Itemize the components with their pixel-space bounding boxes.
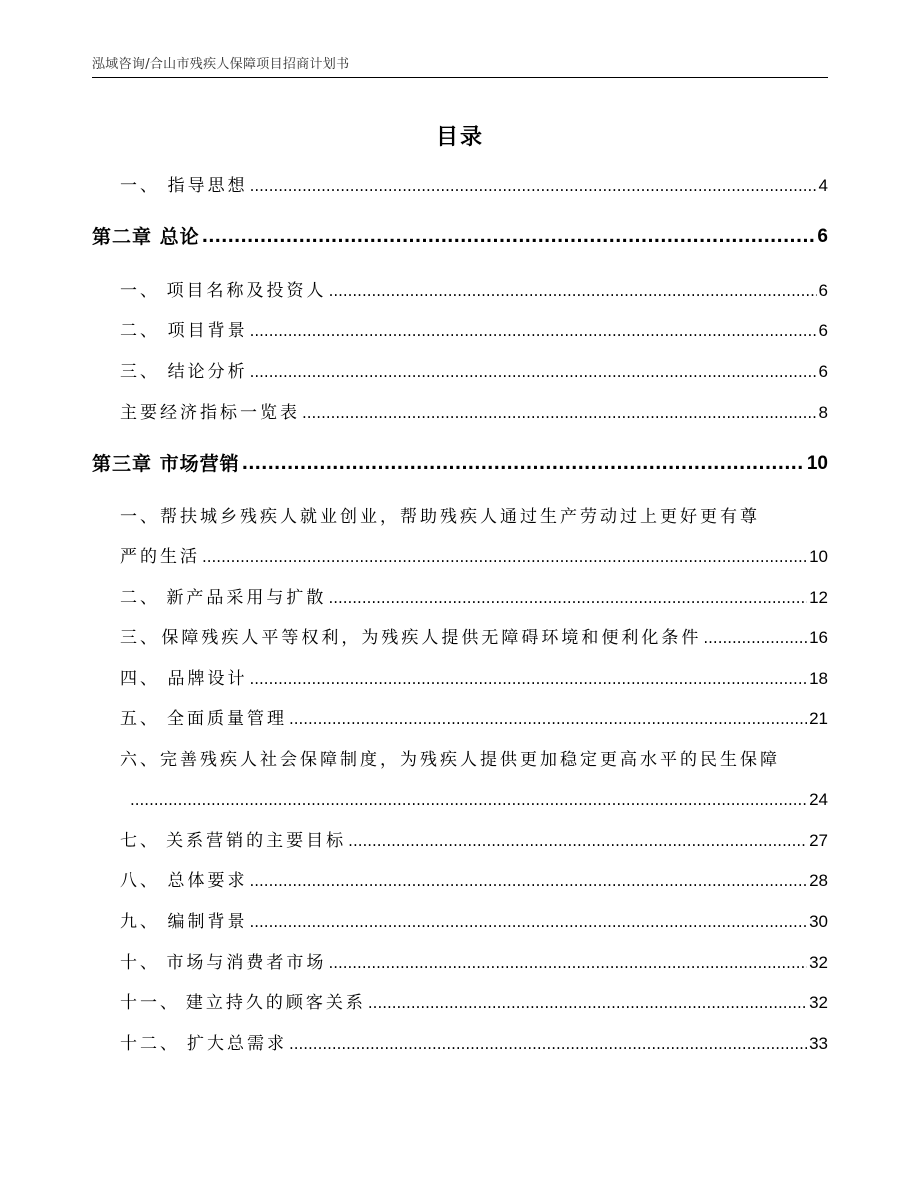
toc-entry-title: 关系营销的主要目标 <box>166 831 347 851</box>
toc-entry-number: 五、 <box>120 709 160 729</box>
toc-leader-dots <box>302 402 817 424</box>
toc-entry-title: 指导思想 <box>167 176 248 196</box>
toc-entry[interactable] <box>120 320 828 342</box>
toc-entry-number: 四、 <box>120 669 160 689</box>
toc-entry[interactable] <box>120 546 828 568</box>
toc-entry[interactable] <box>120 627 828 649</box>
toc-leader-dots <box>368 992 807 1014</box>
toc-entry-number: 六、 <box>120 750 160 770</box>
toc-entry-number: 一、 <box>120 507 160 527</box>
toc-entry-title: 品牌设计 <box>167 669 248 689</box>
toc-entry[interactable] <box>120 830 828 852</box>
toc-entry[interactable] <box>128 789 828 811</box>
toc-leader-dots <box>328 952 807 974</box>
toc-entry[interactable] <box>120 175 828 197</box>
toc-entry-title: 建立持久的顾客关系 <box>185 993 366 1013</box>
toc-page-number: 18 <box>809 669 828 688</box>
toc-entry-title: 帮扶城乡残疾人就业创业，帮助残疾人通过生产劳动过上更好更有尊 <box>160 507 760 527</box>
toc-leader-dots <box>250 870 808 892</box>
toc-entry-number: 三、 <box>120 628 160 648</box>
toc-page-number: 16 <box>809 628 828 647</box>
toc-entry[interactable] <box>120 1033 828 1055</box>
toc-leader-dots <box>703 627 807 649</box>
toc-entry[interactable] <box>120 870 828 892</box>
page-header: 泓域咨询/合山市残疾人保障项目招商计划书 <box>92 57 350 72</box>
toc-page-number: 6 <box>818 281 828 300</box>
toc-leader-dots <box>202 226 816 248</box>
toc-page-number: 8 <box>818 403 828 422</box>
toc-entry-number: 一、 <box>120 176 160 196</box>
toc-page-number: 10 <box>809 547 828 566</box>
toc-entry-number: 一、 <box>120 281 160 301</box>
toc-entry-number: 九、 <box>120 912 160 932</box>
header-rule <box>92 77 828 78</box>
toc-page-number: 6 <box>818 362 828 381</box>
toc-leader-dots <box>328 587 807 609</box>
toc-chapter-title: 第三章 市场营销 <box>92 453 240 475</box>
toc-page-number: 28 <box>809 871 828 890</box>
toc-entry-title: 完善残疾人社会保障制度，为残疾人提供更加稳定更高水平的民生保障 <box>160 750 780 770</box>
toc-entry-number: 三、 <box>120 362 160 382</box>
toc-entry-number: 十一、 <box>120 993 180 1013</box>
toc-entry-title: 主要经济指标一览表 <box>120 403 300 423</box>
toc-chapter[interactable] <box>92 453 828 475</box>
toc-entry-title: 项目背景 <box>167 321 248 341</box>
toc-entry-title-continued: 严的生活 <box>120 547 200 567</box>
toc-entry-number: 十二、 <box>120 1034 180 1054</box>
toc-leader-dots <box>250 361 817 383</box>
toc-page-number: 12 <box>809 588 828 607</box>
toc-entry[interactable] <box>120 708 828 730</box>
toc-entry-wrapped-first-line[interactable] <box>120 506 828 528</box>
toc-leader-dots <box>250 911 808 933</box>
toc-leader-dots <box>289 1033 807 1055</box>
toc-entry[interactable] <box>120 402 828 424</box>
toc-entry-title: 新产品采用与扩散 <box>166 588 327 608</box>
toc-entry-title: 保障残疾人平等权利，为残疾人提供无障碍环境和便利化条件 <box>161 628 702 648</box>
toc-entry-number: 二、 <box>120 321 160 341</box>
toc-chapter[interactable] <box>92 226 828 248</box>
toc-entry-title: 项目名称及投资人 <box>166 281 327 301</box>
toc-entry[interactable] <box>120 587 828 609</box>
toc-leader-dots <box>329 280 817 302</box>
toc-page-number: 21 <box>809 709 828 728</box>
toc-leader-dots <box>242 453 805 475</box>
toc-entry[interactable] <box>120 280 828 302</box>
toc-entry[interactable] <box>120 361 828 383</box>
toc-page-number: 6 <box>818 321 828 340</box>
toc-leader-dots <box>250 320 817 342</box>
toc-leader-dots <box>348 830 807 852</box>
toc-leader-dots <box>250 175 817 197</box>
toc-entry[interactable] <box>120 952 828 974</box>
toc-page-number: 27 <box>809 831 828 850</box>
toc-entry-title: 结论分析 <box>167 362 248 382</box>
toc-entry-title: 总体要求 <box>167 871 248 891</box>
toc-page-number: 32 <box>809 953 828 972</box>
toc-entry[interactable] <box>120 668 828 690</box>
toc-entry-wrapped-first-line[interactable] <box>120 749 828 771</box>
toc-leader-dots <box>250 668 808 690</box>
toc-entry-title: 扩大总需求 <box>186 1034 287 1054</box>
toc-entry-title: 全面质量管理 <box>166 709 287 729</box>
toc-entry-number: 七、 <box>120 831 160 851</box>
toc-leader-dots <box>202 546 807 568</box>
toc-entry-title: 编制背景 <box>167 912 248 932</box>
toc-entry-number: 二、 <box>120 588 160 608</box>
toc-page-number: 4 <box>818 176 828 195</box>
toc-entry-number: 十、 <box>120 953 160 973</box>
toc-page-number: 6 <box>817 226 828 247</box>
page-title: 目录 <box>435 125 484 150</box>
toc-page-number: 10 <box>806 453 828 474</box>
toc-entry-number: 八、 <box>120 871 160 891</box>
toc-page-number: 30 <box>809 912 828 931</box>
toc-leader-dots <box>289 708 807 730</box>
toc-entry-title: 市场与消费者市场 <box>166 953 327 973</box>
toc-chapter-title: 第二章 总论 <box>92 226 200 248</box>
toc-entry[interactable] <box>120 911 828 933</box>
toc-entry[interactable] <box>120 992 828 1014</box>
toc-page-number: 32 <box>809 993 828 1012</box>
toc-page-number: 24 <box>809 790 828 809</box>
toc-leader-dots <box>130 789 807 811</box>
toc-page-number: 33 <box>809 1034 828 1053</box>
